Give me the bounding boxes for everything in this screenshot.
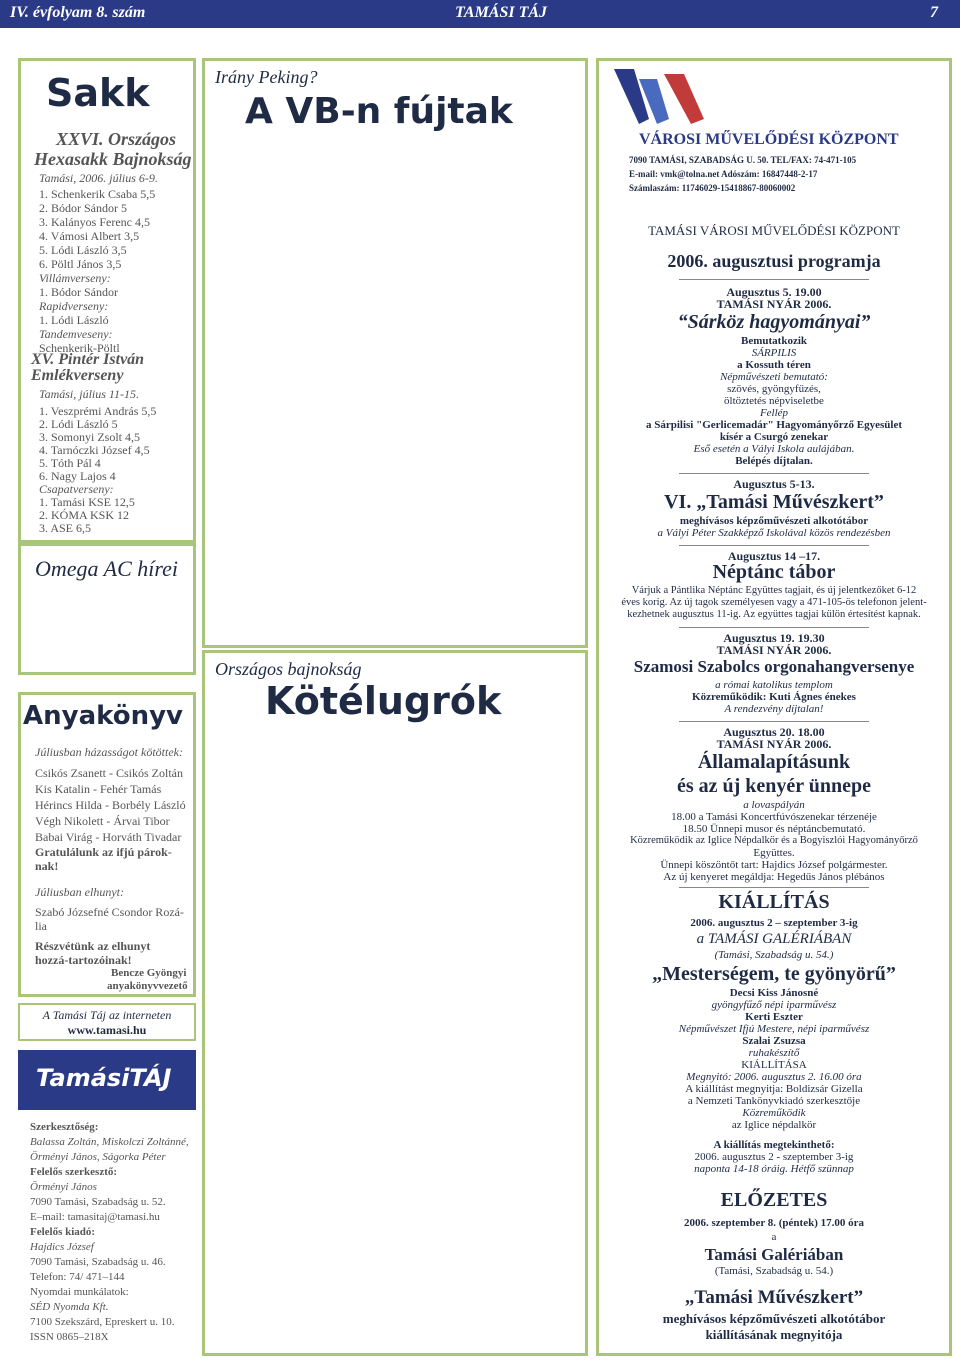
preview-line: kiállításának megnyitója (705, 1327, 843, 1342)
publisher-label: Felelős kiadó: (30, 1226, 96, 1238)
event5-line: Az új kenyeret megáldja: Hegedűs János plébános (663, 871, 885, 883)
registrar-name: Bencze Gyöngyi (111, 967, 187, 979)
exhibition-line: (Tamási, Szabadság u. 54.) (714, 949, 834, 961)
exhibition-line: naponta 14-18 óráig. Hétfő szünnap (694, 1163, 854, 1175)
masthead-logo (18, 1050, 196, 1110)
editors-line: Balassa Zoltán, Miskolczi Zoltánné, (30, 1136, 189, 1148)
event4-line: a római katolikus templom (715, 679, 833, 691)
online-line1: A Tamási Táj az interneten (42, 1008, 172, 1022)
exhibition-line: Szalai Zsuzsa (742, 1035, 806, 1047)
vmk-program-title: 2006. augusztusi programja (667, 251, 881, 271)
printer-name: SÉD Nyomda Kft. (30, 1301, 109, 1313)
chess-event2-results (39, 405, 156, 535)
vmk-logo-icon (609, 69, 719, 129)
divider (679, 721, 869, 722)
chief-name: Örményi János (30, 1181, 97, 1193)
divider (679, 279, 869, 280)
omega-title: Omega AC hírei (35, 556, 178, 581)
logo-account: Számlaszám: 11746029-15418867-80060002 (629, 183, 796, 193)
event1-date: Augusztus 5. 19.00 (726, 285, 822, 299)
event5-line: Közreműködik az Iglice Népdalkör és a Bogyiszlói Hagyományőrző (630, 835, 918, 846)
exhibition-line: „Mesterségem, te gyönyörű” (652, 963, 896, 985)
logo-org-name: VÁROSI MŰVELŐDÉSI KÖZPONT (639, 131, 899, 148)
condolence: Részvétünk az elhunyt hozzá-tartozóinak! (35, 939, 151, 967)
event4-series: TAMÁSI NYÁR 2006. (716, 643, 832, 657)
result-line: 1. Bódor Sándor (39, 285, 118, 299)
issn-line: ISSN 0865–218X (30, 1331, 109, 1343)
preview-line: a (771, 1231, 777, 1243)
exhibition-line: ruhakészítő (748, 1047, 800, 1059)
result-line: 1. Schenkerik Csaba 5,5 (39, 187, 156, 201)
result-line: 6. Nagy Lajos 4 (39, 469, 116, 483)
married-entry: Kis Katalin - Fehér Tamás (35, 782, 162, 796)
paper-title: TAMÁSI TÁJ (455, 4, 548, 21)
result-line: 3. Somonyi Zsolt 4,5 (39, 430, 141, 444)
event2-line: meghívásos képzőművészeti alkotótábor (679, 515, 869, 527)
vb-article (202, 58, 588, 648)
chess-event2-sub: Tamási, július 11-15. (39, 387, 140, 401)
result-line: 2. Bódor Sándor 5 (39, 201, 127, 215)
result-line: 3. Kalányos Ferenc 4,5 (39, 215, 150, 229)
preview-title: ELŐZETES (720, 1189, 828, 1211)
exhibition-line: A kiállítás megtekinthető: (713, 1139, 835, 1151)
event5-line: Együttes. (753, 847, 795, 859)
divider (679, 545, 869, 546)
registry-box (18, 692, 196, 997)
vmk-program (596, 58, 952, 1356)
chess-event1-title-2: Hexasakk Bajnokság (34, 149, 192, 169)
event5-date: Augusztus 20. 18.00 (723, 725, 825, 739)
print-label: Nyomdai munkálatok: (30, 1286, 129, 1298)
event5-line: Ünnepi köszöntőt tart: Hajdics József polgármester. (660, 859, 888, 871)
event4-date: Augusztus 19. 19.30 (723, 631, 825, 645)
preview-line: Tamási Galériában (704, 1245, 844, 1264)
event5-title2: és az új kenyér ünnepe (676, 775, 872, 797)
exhibition-title: KIÁLLÍTÁS (718, 891, 830, 913)
editors-line: Örményi János, Ságorka Péter (30, 1151, 166, 1163)
top-bar (0, 0, 960, 28)
event2-date: Augusztus 5-13. (733, 477, 815, 491)
exhibition-line: 2006. augusztus 2 - szeptember 3-ig (694, 1151, 854, 1163)
event3-title: Néptánc tábor (712, 561, 836, 583)
exhibition-line: Megnyitó: 2006. augusztus 2. 16.00 óra (686, 1071, 862, 1083)
chess-event2-title-2: Emlékverseny (31, 367, 124, 384)
event2-title: VI. „Tamási Művészkert” (664, 491, 884, 513)
married-entry: Csikós Zsanett - Csikós Zoltán (35, 766, 183, 780)
event1-line: Eső esetén a Vályi Iskola aulájában. (693, 443, 855, 455)
event1-line: Fellép (759, 407, 789, 419)
preview-line: 2006. szeptember 8. (péntek) 17.00 óra (683, 1217, 865, 1229)
result-line: 4. Vámosi Albert 3,5 (39, 229, 140, 243)
result-line: 1. Lódi László (39, 313, 109, 327)
exhibition-line: az Iglice népdalkör (731, 1119, 817, 1131)
chess-event1-results (39, 187, 155, 355)
result-line: Villámverseny: (39, 271, 111, 285)
event1-title: “Sárköz hagyományai” (677, 311, 871, 333)
event1-line: Népművészeti bemutató: (720, 371, 828, 383)
event1-who: SÁRPILIS (751, 347, 797, 359)
event1-line: a Sárpilisi "Gerlicemadár" Hagyományőrző Egyesület (645, 419, 903, 431)
registrar-title: anyakönyvvezető (107, 980, 188, 992)
married-entry: Hérincs Hilda - Borbély László (35, 798, 186, 812)
divider (679, 473, 869, 474)
page-number: 7 (930, 4, 938, 21)
exhibition-line: A kiállítást megnyitja: Boldizsár Gizella (685, 1083, 863, 1095)
event4-line: A rendezvény díjtalan! (724, 703, 824, 715)
divider (679, 887, 869, 888)
address-line: 7090 Tamási, Szabadság u. 46. (30, 1256, 166, 1268)
address-line: 7090 Tamási, Szabadság u. 52. (30, 1196, 166, 1208)
married-label: Júliusban házasságot kötöttek: (35, 745, 183, 759)
result-line: 4. Tarnóczki József 4,5 (39, 443, 150, 457)
exhibition-line: gyöngyfűző népi iparművész (711, 999, 837, 1011)
exhibition-line: Kerti Eszter (745, 1011, 803, 1023)
married-entry: Babai Virág - Horváth Tivadar (35, 830, 182, 844)
exhibition-line: Közreműködik (742, 1107, 806, 1119)
exhibition-line: 2006. augusztus 2 – szeptember 3-ig (690, 917, 858, 929)
exhibition-line: Decsi Kiss Jánosné (729, 987, 819, 999)
rope-article (202, 650, 588, 1356)
result-line: 2. Lódi László 5 (39, 417, 118, 431)
exhibition-line: a Nemzeti Tankönyvkiadó szerkesztője (687, 1095, 861, 1107)
event1-line: Belépés díjtalan. (735, 455, 813, 467)
married-list (35, 765, 186, 845)
chess-event2-title-1: XV. Pintér István (31, 351, 145, 368)
vmk-logo (609, 69, 939, 209)
phone-line: Telefon: 74/ 471–144 (30, 1271, 125, 1283)
result-line: Schenkerik-Pöltl (39, 341, 120, 355)
event1-present: Bemutatkozik (741, 335, 807, 347)
preview-line: meghívásos képzőművészeti alkotótábor (662, 1311, 886, 1326)
chess-event1-sub: Tamási, 2006. július 6-9. (39, 171, 158, 185)
chess-event1-title-1: XXVI. Országos (56, 129, 177, 149)
vb-kicker: Irány Peking? (215, 67, 318, 87)
chess-title: Sakk (46, 71, 150, 115)
married-entry: Végh Nikolett - Árvai Tibor (35, 814, 170, 828)
congrats: Gratulálunk az ifjú párok-nak! (35, 845, 172, 873)
result-line: Rapidverseny: (39, 299, 109, 313)
event5-line: 18.00 a Tamási Koncertfúvószenekar térzenéje (671, 811, 877, 823)
event2-line: a Vályi Péter Szakképző Iskolával közös rendezésben (657, 527, 891, 539)
online-box (18, 1003, 196, 1041)
result-line: Csapatverseny: (39, 482, 114, 496)
chief-label: Felelős szerkesztő: (30, 1166, 118, 1178)
event3-line: Várjuk a Pántlika Néptánc Együttes tagjait, és új jelentkezőket 6-12 (631, 585, 917, 596)
preview-line: (Tamási, Szabadság u. 54.) (714, 1265, 834, 1277)
printer-address: 7100 Szekszárd, Epreskert u. 10. (30, 1316, 175, 1328)
result-line: 3. ASE 6,5 (39, 521, 92, 535)
event3-line: kezhetnek augusztus 11-ig. Az együttes tagjai külön értesítést kapnak. (627, 609, 921, 620)
event5-line: 18.50 Ünnepi musor és néptáncbemutató. (682, 823, 866, 835)
vmk-org: TAMÁSI VÁROSI MŰVELŐDÉSI KÖZPONT (648, 223, 900, 238)
deceased-label: Júliusban elhunyt: (35, 885, 124, 899)
result-line: 5. Tóth Pál 4 (39, 456, 101, 470)
result-line: 5. Lódi László 3,5 (39, 243, 127, 257)
publisher-name: Hajdics József (30, 1241, 94, 1253)
email-line: E–mail: tamasitaj@tamasi.hu (30, 1211, 160, 1223)
issue-label: IV. évfolyam 8. szám (10, 4, 146, 21)
exhibition-line: a TAMÁSI GALÉRIÁBAN (696, 931, 852, 947)
logo-email: E-mail: vmk@tolna.net Adószám: 16847448-2-17 (629, 169, 818, 179)
event5-title1: Államalapításunk (697, 751, 851, 773)
result-line: 2. KÓMA KSK 12 (39, 508, 130, 522)
divider (679, 627, 869, 628)
event5-series: TAMÁSI NYÁR 2006. (716, 737, 832, 751)
logo-address: 7090 TAMÁSI, SZABADSÁG U. 50. TEL/FAX: 74-471-105 (629, 155, 857, 165)
vb-title: A VB-n fújtak (245, 91, 513, 132)
masthead-info (30, 1120, 189, 1345)
event1-line: szövés, gyöngyfűzés, (727, 383, 821, 395)
event1-where: a Kossuth téren (737, 359, 811, 371)
deceased-name: Szabó Józsefné Csondor Rozá-lia (35, 905, 184, 933)
online-link[interactable]: www.tamasi.hu (67, 1023, 147, 1037)
chess-box (18, 58, 196, 543)
omega-box (18, 543, 196, 675)
result-line: 6. Pöltl János 3,5 (39, 257, 122, 271)
registry-title: Anyakönyv (23, 701, 183, 731)
preview-line: „Tamási Művészkert” (684, 1287, 864, 1308)
event1-line: öltöztetés népviseletbe (724, 395, 824, 407)
event3-line: éves korig. Az új tagok személyesen vagy a 471-105-ös telefonon jelent- (621, 597, 927, 608)
result-line: 1. Tamási KSE 12,5 (39, 495, 135, 509)
result-line: Tandemveseny: (39, 327, 113, 341)
editors-label: Szerkesztőség: (30, 1121, 99, 1133)
result-line: 1. Veszprémi András 5,5 (39, 404, 157, 418)
event1-series: TAMÁSI NYÁR 2006. (716, 297, 832, 311)
event4-line: Közreműködik: Kuti Ágnes énekes (692, 691, 856, 703)
event1-line: kísér a Csurgó zenekar (719, 431, 829, 443)
masthead-logo-text: TamásiTÁJ (36, 1064, 172, 1092)
rope-kicker: Országos bajnokság (215, 659, 362, 679)
rope-title: Kötélugrók (265, 679, 502, 723)
event5-line: a lovaspályán (743, 799, 805, 811)
event4-title: Szamosi Szabolcs orgonahangversenye (633, 657, 915, 676)
exhibition-line: Népművészet Ifjú Mestere, népi iparművész (678, 1023, 870, 1035)
event3-date: Augusztus 14 –17. (727, 549, 821, 563)
exhibition-line: KIÁLLÍTÁSA (741, 1059, 807, 1071)
